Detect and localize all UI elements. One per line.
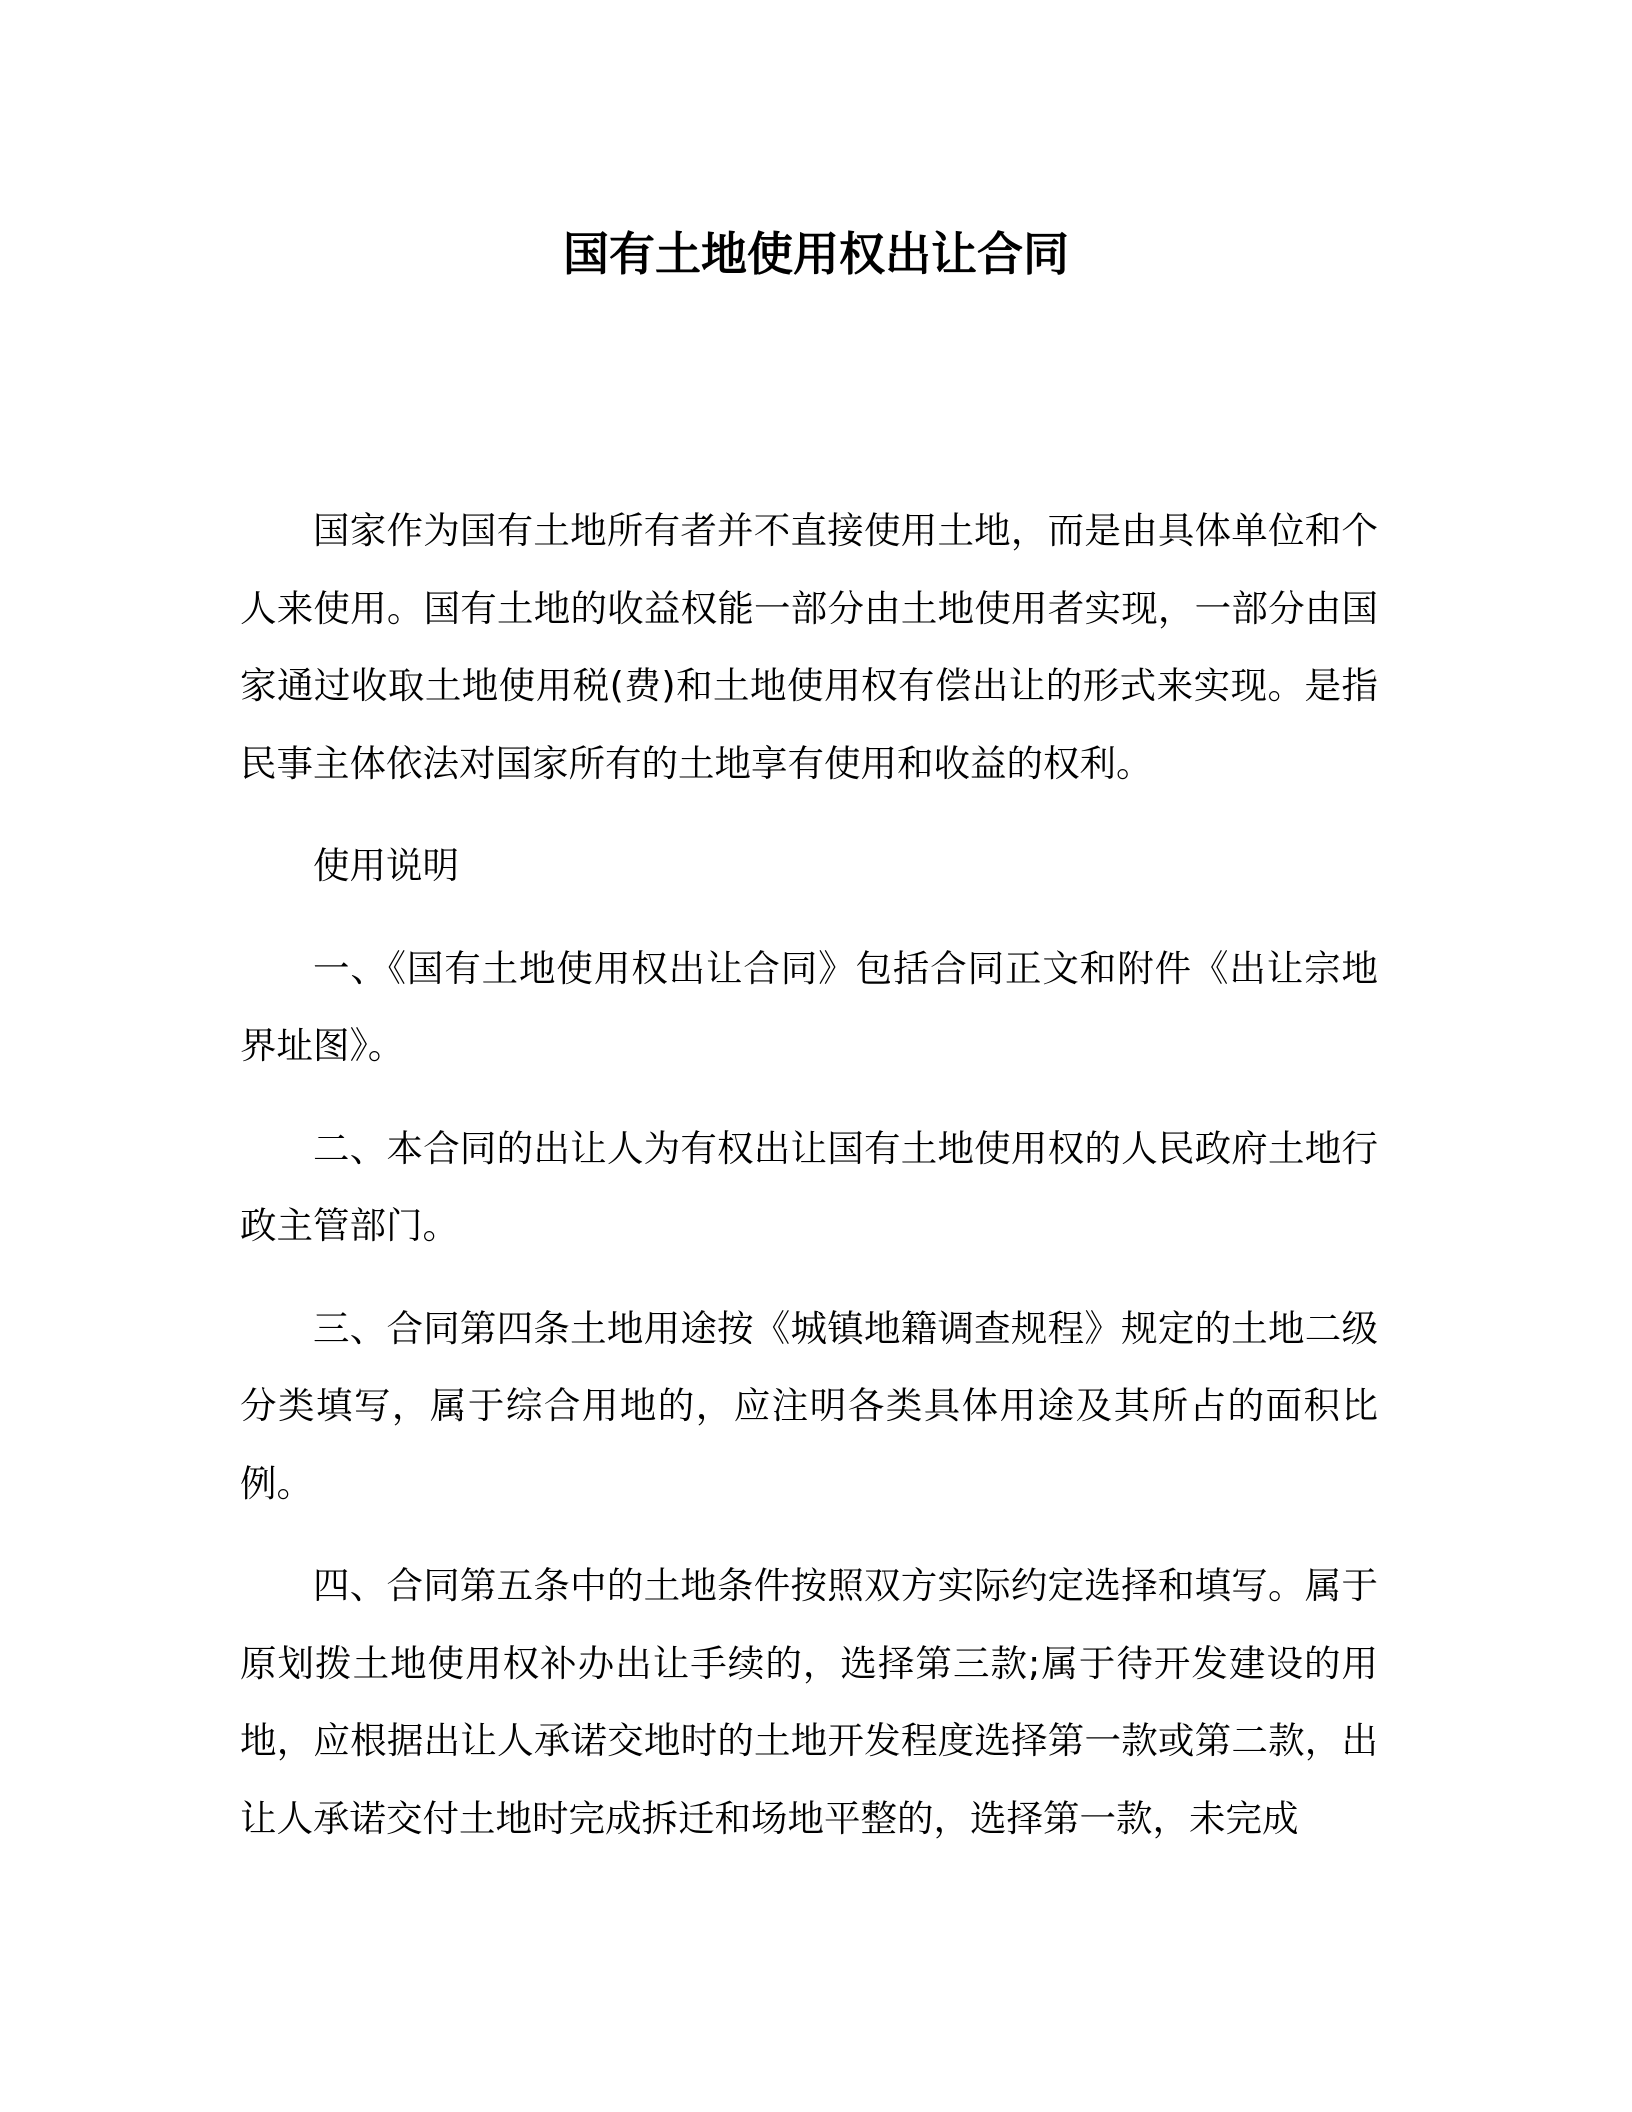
paragraph-item-3: 三、合同第四条土地用途按《城镇地籍调查规程》规定的土地二级分类填写，属于综合用地的，应注明各类具体用途及其所占的面积比例。: [240, 1306, 1378, 1505]
document-body: [240, 492, 1378, 1857]
paragraph-item-2: 二、本合同的出让人为有权出让国有土地使用权的人民政府土地行政主管部门。: [240, 1126, 1378, 1247]
paragraph-item-4: 四、合同第五条中的土地条件按照双方实际约定选择和填写。属于原划拨土地使用权补办出让手续的，选择第三款;属于待开发建设的用地，应根据出让人承诺交地时的土地开发程度选择第一款或第二款，出让人承诺交付土地时完成拆迁和场地平整的，选择第一款，未完成: [240, 1564, 1378, 1840]
paragraph-usage-heading: 使用说明: [313, 844, 459, 887]
paragraph-intro: 国家作为国有土地所有者并不直接使用土地，而是由具体单位和个人来使用。国有土地的收益权能一部分由土地使用者实现，一部分由国家通过收取土地使用税(费)和土地使用权有偿出让的形式来实现。是指民事主体依法对国家所有的土地享有使用和收益的权利。: [240, 509, 1378, 785]
paragraph-item-1: 一、《国有土地使用权出让合同》包括合同正文和附件《出让宗地界址图》。: [240, 946, 1378, 1067]
document-title: 国有土地使用权出让合同: [563, 227, 1069, 281]
